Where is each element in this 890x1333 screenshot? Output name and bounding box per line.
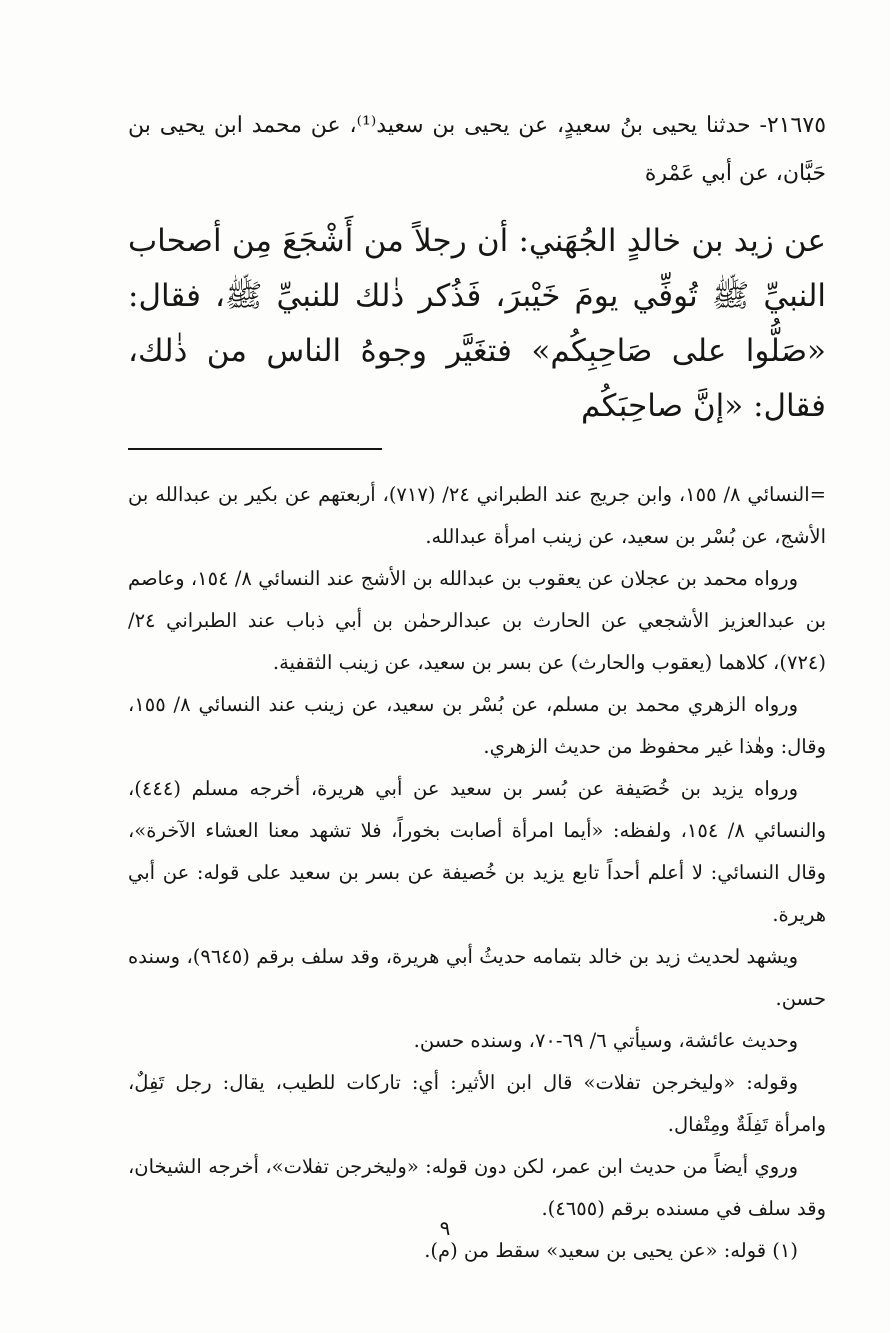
commentary xyxy=(128,474,826,1272)
commentary-paragraph: وقوله: «وليخرجن تفلات» قال ابن الأثير: أي: تاركات للطيب، يقال: رجل تَفِلٌ، وامرأة تَفِلَةٌ ومِتْفال. xyxy=(128,1071,826,1136)
commentary-paragraph: وحديث عائشة، وسيأتي ٦/ ٦٩-٧٠، وسنده حسن. xyxy=(413,1029,798,1052)
page-number: ٩ xyxy=(439,1216,451,1240)
hadith-text: عن زيد بن خالدٍ الجُهَني: أن رجلاً من أَشْجَعَ مِن أصحاب النبيِّ ﷺ تُوفِّي يومَ خَيْبرَ، فَذُكر ذٰلك للنبيِّ ﷺ، فقال: «صَلُّوا على صَاحِبِكُم» فتغَيَّر وجوهُ الناس من ذٰلك، فقال: «إنَّ صاحِبَكُم xyxy=(128,223,826,424)
footnote: (١) قوله: «عن يحيى بن سعيد» سقط من (م). xyxy=(424,1239,798,1262)
commentary-paragraph: وروي أيضاً من حديث ابن عمر، لكن دون قوله: «وليخرجن تفلات»، أخرجه الشيخان، وقد سلف في مسنده برقم (٤٦٥٥). xyxy=(128,1155,826,1220)
commentary-paragraph: ورواه محمد بن عجلان عن يعقوب بن عبدالله بن الأشج عند النسائي ٨/ ١٥٤، وعاصم بن عبدالعزيز الأشجعي عن الحارث بن عبدالرحمٰن بن أبي ذباب عند الطبراني ٢٤/ (٧٢٤)، كلاهما (يعقوب والحارث) عن بسر بن سعيد، عن زينب الثقفية. xyxy=(128,567,826,674)
isnad-text: ٢١٦٧٥- حدثنا يحيى بنُ سعيدٍ، عن يحيى بن سعيد⁽¹⁾، عن محمد ابن يحيى بن حَبَّان، عن أبي عَمْرة xyxy=(128,113,827,186)
commentary-paragraph: ورواه الزهري محمد بن مسلم، عن بُسْر بن سعيد، عن زينب عند النسائي ٨/ ١٥٥، وقال: وهٰذا غير محفوظ من حديث الزهري. xyxy=(128,693,826,758)
commentary-paragraph: ورواه يزيد بن خُصَيفة عن بُسر بن سعيد عن أبي هريرة، أخرجه مسلم (٤٤٤)، والنسائي ٨/ ١٥٤، ولفظه: «أيما امرأة أصابت بخوراً، فلا تشهد معنا العشاء الآخرة»، وقال النسائي: لا أعلم أحداً تابع يزيد بن خُصيفة عن بسر بن سعيد على قوله: عن أبي هريرة. xyxy=(128,777,826,926)
commentary-paragraph: ويشهد لحديث زيد بن خالد بتمامه حديثُ أبي هريرة، وقد سلف برقم (٩٦٤٥)، وسنده حسن. xyxy=(128,945,826,1010)
commentary-paragraph: =النسائي ٨/ ١٥٥، وابن جريج عند الطبراني ٢٤/ (٧١٧)، أربعتهم عن بكير بن عبدالله بن الأشج، عن بُسْر بن سعيد، عن زينب امرأة عبدالله. xyxy=(128,483,826,548)
footnote-divider xyxy=(128,448,382,450)
page-body xyxy=(128,92,826,1307)
